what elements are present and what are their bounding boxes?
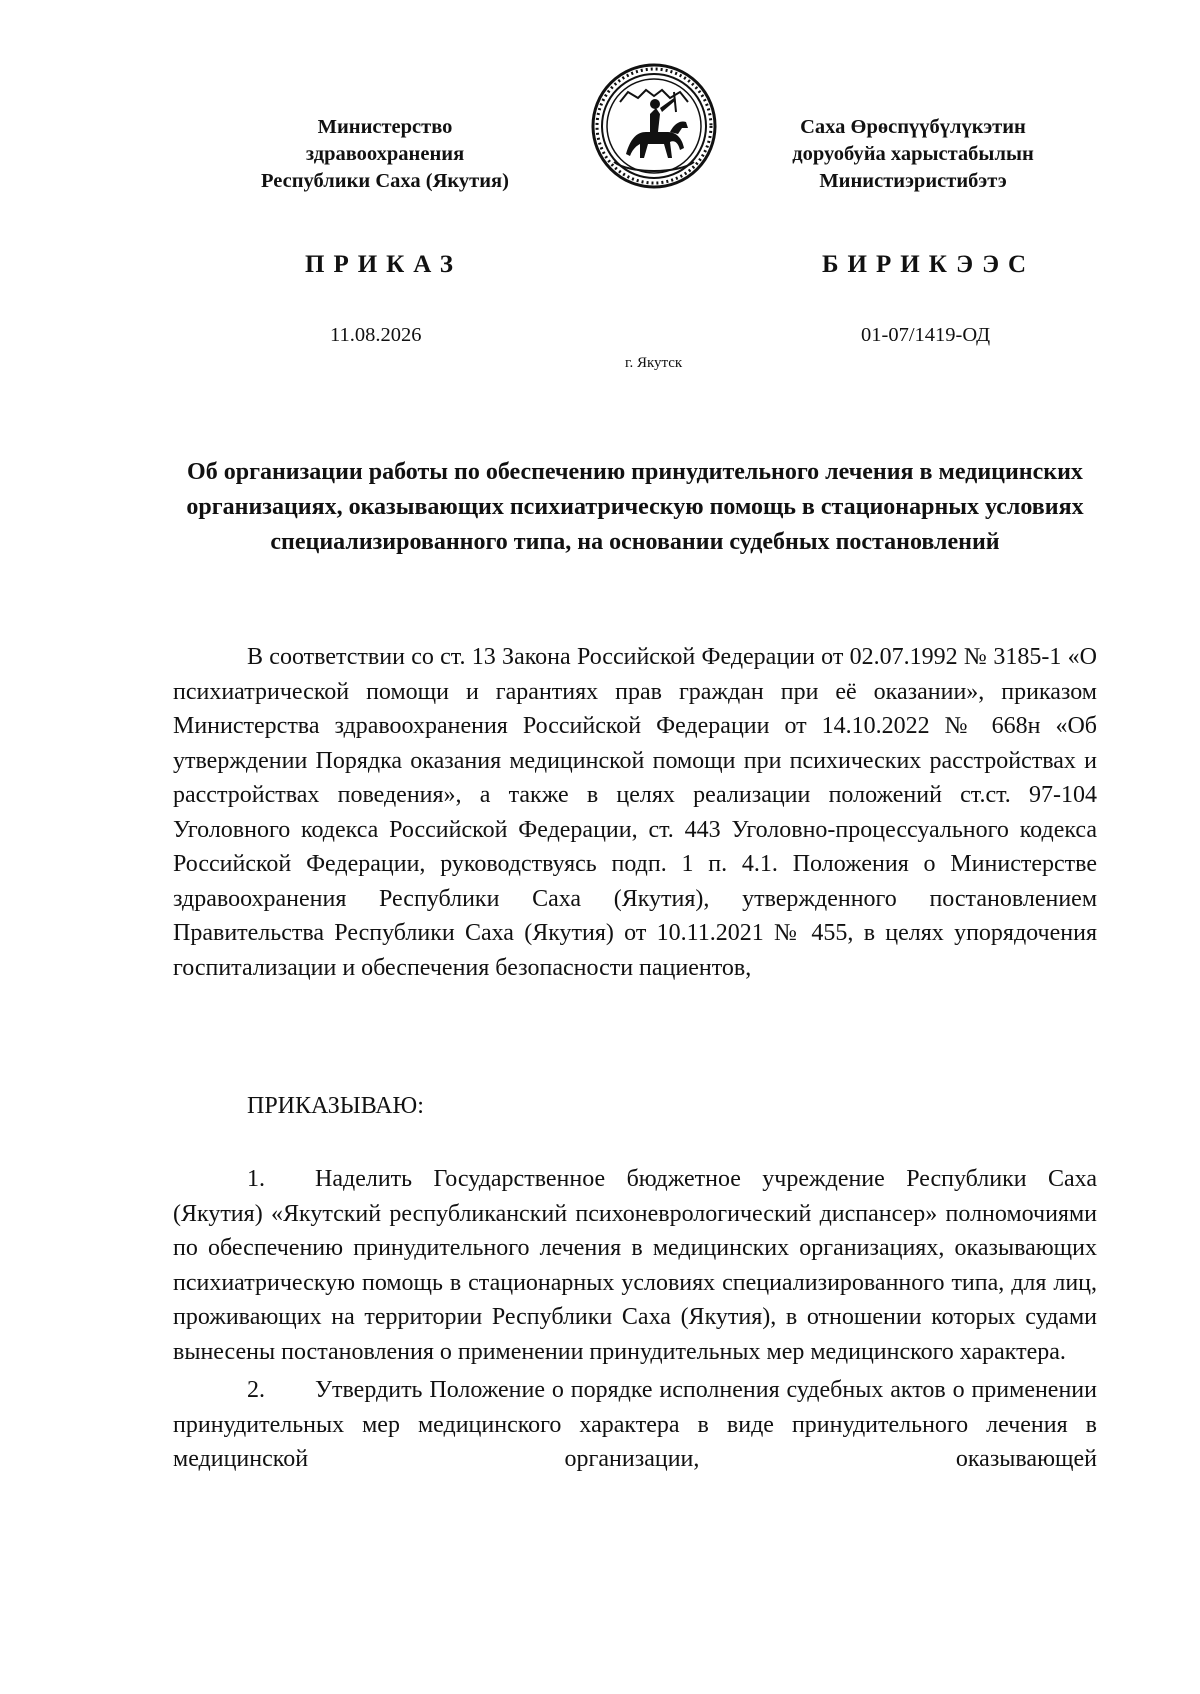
ministry-line: здравоохранения (305, 143, 465, 165)
order-city: г. Якутск (625, 355, 683, 371)
coat-of-arms-emblem (590, 62, 718, 190)
item-text: Наделить Государственное бюджетное учреждение Республики Саха (Якутия) «Якутский республиканский психоневрологический диспансер» полномочиями по обеспечению принудительного лечения в медицинских организациях, оказывающих психиатрическую помощь в стационарных условиях специализированного типа, для лиц, проживающих на территории Республики Саха (Якутия), в отношении которых судами вынесены постановления о применении принудительных мер медицинского характера. (173, 1166, 1097, 1365)
order-word: ПРИКАЗЫВАЮ: (247, 1093, 424, 1119)
ministry-name-russian (205, 114, 565, 195)
ministry-line: Министиэристибэтэ (819, 170, 1007, 192)
preamble-paragraph: В соответствии со ст. 13 Закона Российской Федерации от 02.07.1992 № 3185-1 «О психиатрической помощи и гарантиях прав граждан при её оказании», приказом Министерства здравоохранения Российской Федерации от 14.10.2022 № 668н «Об утверждении Порядка оказания медицинской помощи при психических расстройствах и расстройствах поведения», а также в целях реализации положений ст.ст. 97-104 Уголовного кодекса Российской Федерации, ст. 443 Уголовно-процессуального кодекса Российской Федерации, руководствуясь подп. 1 п. 4.1. Положения о Министерстве здравоохранения Республики Саха (Якутия), утвержденного постановлением Правительства Республики Саха (Якутия) от 10.11.2021 № 455, в целях упорядочения госпитализации и обеспечения безопасности пациентов, (173, 644, 1097, 981)
order-items-list (173, 1162, 1097, 1481)
ministry-line: Республики Саха (Якутия) (261, 170, 509, 192)
ministry-name-sakha (733, 114, 1093, 195)
ministry-line: Саха Өрөспүүбүлүкэтин (800, 116, 1026, 138)
order-title-russian: ПРИКАЗ (305, 251, 462, 278)
document-title: Об организации работы по обеспечению принудительного лечения в медицинских организациях, оказывающих психиатрическую помощь в стационарных условиях специализированного типа, на основании судебных постановлений (186, 459, 1084, 555)
order-date: 11.08.2026 (330, 324, 422, 346)
item-number: 2. (247, 1377, 265, 1403)
ministry-line: Министерство (317, 116, 453, 138)
preamble (173, 640, 1097, 985)
item-text: Утвердить Положение о порядке исполнения судебных актов о применении принудительных мер медицинского характера в виде принудительного лечения в медицинской организации, оказывающей (173, 1377, 1097, 1472)
list-item (173, 1162, 1097, 1369)
ministry-line: доруобуйа харыстабылын (792, 143, 1034, 165)
list-item (173, 1373, 1097, 1477)
item-number: 1. (247, 1166, 265, 1192)
order-title-sakha: БИРИКЭЭС (822, 251, 1036, 278)
order-number: 01-07/1419-ОД (861, 324, 991, 346)
